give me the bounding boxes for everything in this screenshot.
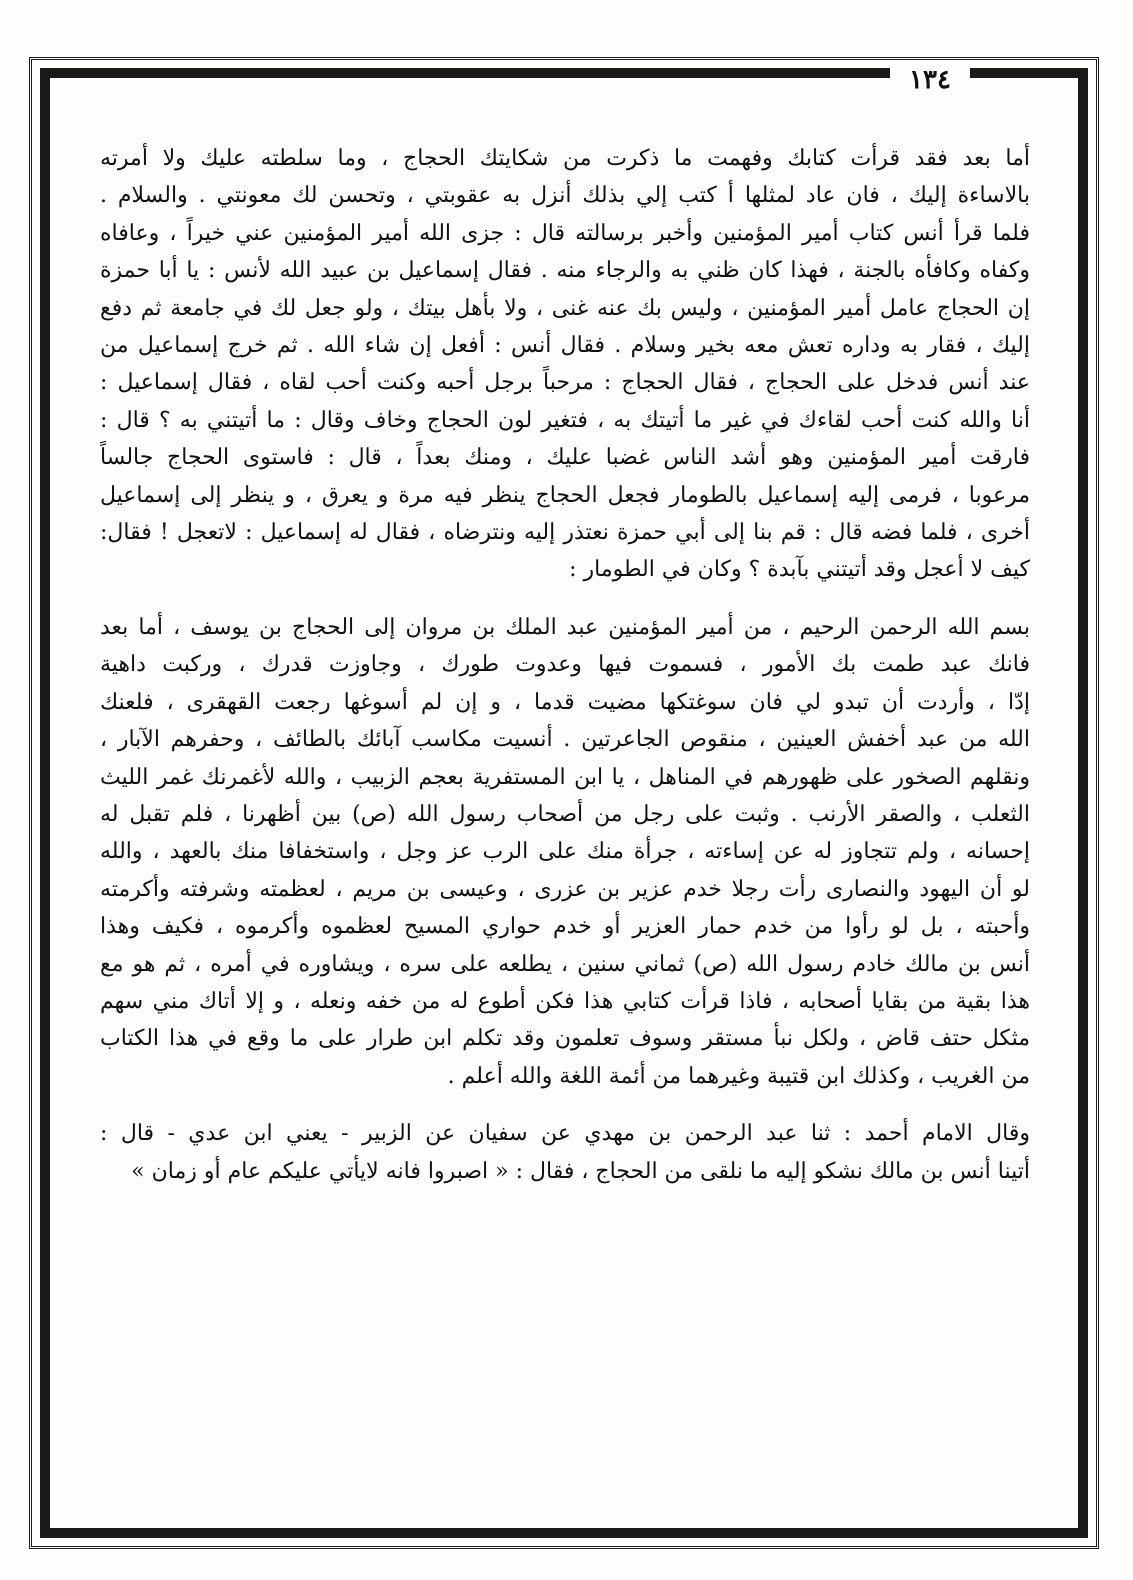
text-line: ونقلهم الصخور على ظهورهم في المناهل ، يا ابن المستفرية بعجم الزبيب ، والله لأغمرنك غمر الليث <box>100 764 1030 790</box>
text-line: أنس بن مالك خادم رسول الله (ص) ثماني سنين ، يطلعه على سره ، ويشاوره في أمره ، ثم هو مع <box>100 951 1030 977</box>
text-line: فارقت أمير المؤمنين وهو أشد الناس غضبا عليك ، ومنك بعداً ، قال : فاستوى الحجاج جالساً <box>100 445 1030 471</box>
paragraph <box>100 1115 1030 1190</box>
text-line: إحسانه ، ولم تتجاوز له عن إساءته ، جرأة منك على الرب عز وجل ، واستخفافا منك بالعهد ، والله <box>100 839 1030 865</box>
paragraph <box>100 609 1030 1095</box>
text-line: إدّا ، وأردت أن تبدو لي فان سوغتكها مضيت قدما ، و إن لم أسوغها رجعت القهقرى ، فلعنك <box>100 689 1030 715</box>
text-line: عند أنس فدخل على الحجاج ، فقال الحجاج : مرحباً برجل أحبه وكنت أحب لقاه ، فقال إسماعيل : <box>100 370 1030 396</box>
text-line: فلما قرأ أنس كتاب أمير المؤمنين وأخبر برسالته قال : جزى الله أمير المؤمنين عني خيراً ، وعافاه <box>100 220 1030 246</box>
text-line: وقال الامام أحمد : ثنا عبد الرحمن بن مهدي عن سفيان عن الزبير - يعني ابن عدي - قال : <box>100 1121 1030 1147</box>
text-line: هذا بقية من بقايا أصحابه ، فاذا قرأت كتابي هذا فكن أطوع له من خفه ونعله ، و إلا أتاك مني سهم <box>100 988 1030 1014</box>
text-line: بسم الله الرحمن الرحيم ، من أمير المؤمنين عبد الملك بن مروان إلى الحجاج بن يوسف ، أما بعد <box>100 614 1030 640</box>
text-line: مرعوبا ، فرمى إليه إسماعيل بالطومار فجعل الحجاج ينظر فيه مرة و يعرق ، و ينظر إلى إسماعيل <box>100 482 1030 508</box>
text-line: كيف لا أعجل وقد أتيتني بآبدة ؟ وكان في الطومار : <box>569 557 1030 583</box>
text-line: أتينا أنس بن مالك نشكو إليه ما نلقى من الحجاج ، فقال : « اصبروا فانه لايأتي عليكم عام أو زمان » <box>131 1158 1030 1184</box>
text-line: الثعلب ، والصقر الأرنب . وثبت على رجل من أصحاب رسول الله (ص) بين أظهرنا ، فلم تقبل له <box>100 801 1030 827</box>
text-line: بالاساءة إليك ، فان عاد لمثلها أ كتب إلي بذلك أنزل به عقوبتي ، وتحسن لك معونتي . والسلام . <box>100 183 1030 209</box>
text-line: الله من عبد أخفش العينين ، منقوص الجاعرتين . أنسيت مكاسب آبائك بالطائف ، وحفرهم الآبار ، <box>100 727 1030 753</box>
page-body <box>100 140 1030 1190</box>
text-line: وأحبته ، بل لو رأوا من خدم حمار العزير أو خدم حواري المسيح لعظموه وأكرموه ، فكيف وهذا <box>100 914 1030 940</box>
text-line: وكفاه وكافأه بالجنة ، فهذا كان ظني به والرجاء منه . فقال إسماعيل بن عبيد الله لأنس : يا أبا حمزة <box>100 258 1030 284</box>
text-line: أما بعد فقد قرأت كتابك وفهمت ما ذكرت من شكايتك الحجاج ، وما سلطته عليك ولا أمرته <box>100 146 1030 171</box>
page-number: ١٣٤ <box>890 62 970 98</box>
text-line: أخرى ، فلما فضه قال : قم بنا إلى أبي حمزة نعتذر إليه ونترضاه ، فقال له إسماعيل : لاتعجل ! فقال: <box>100 520 1030 546</box>
text-line: إليك ، فقار به وداره تعش معه بخير وسلام . فقال أنس : أفعل إن شاء الله . ثم خرج إسماعيل من <box>100 333 1030 359</box>
text-line: مثكل حتف قاض ، ولكل نبأ مستقر وسوف تعلمون وقد تكلم ابن طرار على ما وقع في هذا الكتاب <box>100 1026 1030 1052</box>
paragraph <box>100 140 1030 589</box>
paragraph-gap <box>100 589 1030 609</box>
text-line: إن الحجاج عامل أمير المؤمنين ، وليس بك عنه غنى ، ولا بأهل بيتك ، ولو جعل لك في جامعة ثم دفع <box>100 295 1030 321</box>
text-line: أنا والله كنت أحب لقاءك في غير ما أتيتك به ، فتغير لون الحجاج وخاف وقال : ما أتيتني به ؟ قال : <box>100 407 1030 433</box>
paragraph-gap <box>100 1095 1030 1115</box>
text-line: من الغريب ، وكذلك ابن قتيبة وغيرهما من أئمة اللغة والله أعلم . <box>447 1063 1030 1089</box>
text-line: فانك عبد طمت بك الأمور ، فسموت فيها وعدوت طورك ، وجاوزت قدرك ، وركبت داهية <box>100 652 1030 678</box>
text-line: لو أن اليهود والنصارى رأت رجلا خدم عزير بن عزرى ، وعيسى بن مريم ، لعظمته وشرفته وأكرمته <box>100 876 1030 902</box>
